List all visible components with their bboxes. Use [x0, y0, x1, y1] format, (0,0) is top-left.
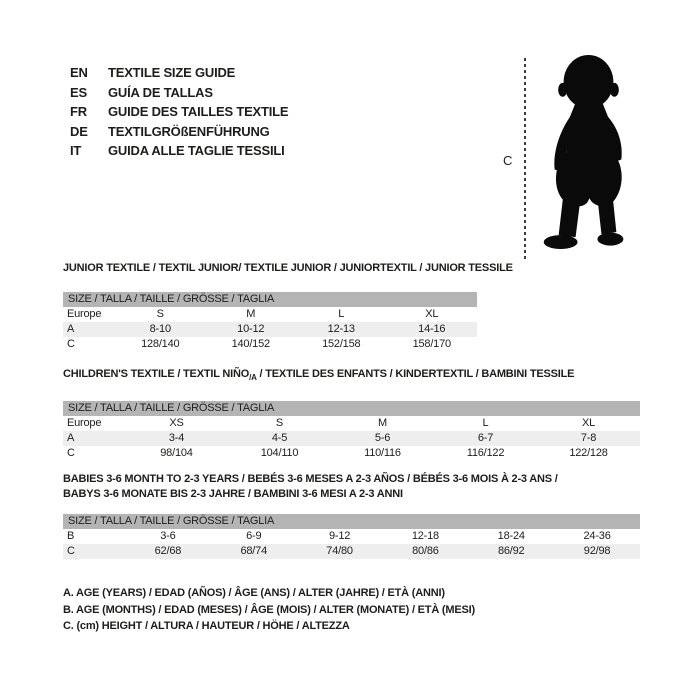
section-junior-textile	[63, 261, 513, 352]
title-line-1: BABIES 3-6 MONTH TO 2-3 YEARS / BEBÉS 3-6 MESES A 2-3 AÑOS / BÉBÉS 3-6 MOIS À 2-3 ANS /	[63, 473, 558, 485]
title-line-2: BABYS 3-6 MONATE BIS 2-3 JAHRE / BAMBINI 3-6 MESI A 2-3 ANNI	[63, 488, 403, 500]
children-size-table	[63, 401, 640, 461]
value-cell: 24-36	[583, 530, 611, 542]
value-cell: 9-12	[328, 530, 351, 542]
language-code: ES	[70, 84, 87, 100]
value-cell: 3-4	[168, 432, 185, 445]
table-row-height	[63, 337, 477, 352]
title-rest: / TEXTILE DES ENFANTS / KINDERTEXTIL / BAMBINI TESSILE	[256, 368, 575, 380]
size-cell: L	[338, 308, 345, 320]
section-title: JUNIOR TEXTILE / TEXTIL JUNIOR/ TEXTILE JUNIOR / JUNIORTEXTIL / JUNIOR TESSILE	[63, 262, 513, 274]
language-code: FR	[70, 104, 87, 119]
language-code: IT	[70, 143, 82, 158]
note-a: A. AGE (YEARS) / EDAD (AÑOS) / ÂGE (ANS) / ALTER (JAHRE) / ETÀ (ANNI)	[63, 587, 445, 599]
title-main: CHILDREN'S TEXTILE / TEXTIL NIÑO	[63, 368, 250, 380]
size-header-bar: SIZE / TALLA / TAILLE / GRÖSSE / TAGLIA	[63, 514, 640, 529]
row-label: A	[67, 432, 75, 445]
table-row-height	[63, 446, 640, 461]
language-label: TEXTILGRÖßENFÜHRUNG	[108, 123, 270, 139]
language-label: GUÍA DE TALLAS	[108, 84, 213, 100]
language-row-en	[70, 63, 288, 83]
row-label: C	[67, 338, 75, 350]
value-cell: 12-13	[327, 323, 355, 335]
section-childrens-textile	[63, 367, 640, 461]
baby-silhouette-icon	[531, 53, 647, 260]
value-cell: 140/152	[231, 338, 270, 350]
table-row-age	[63, 431, 640, 446]
title-subscript: /A	[249, 373, 257, 383]
value-cell: 74/80	[326, 545, 353, 557]
value-cell: 92/98	[583, 545, 611, 557]
section-title	[63, 472, 640, 502]
value-cell: 5-6	[374, 432, 391, 445]
language-label: GUIDA ALLE TAGLIE TESSILI	[108, 143, 285, 158]
size-cell: M	[246, 308, 256, 320]
junior-size-table	[63, 292, 477, 352]
table-row-europe	[63, 307, 477, 322]
height-dashed-line	[524, 58, 526, 260]
size-cell: S	[275, 417, 284, 430]
value-cell: 62/68	[154, 545, 182, 557]
language-code: DE	[70, 123, 88, 139]
row-label: C	[67, 545, 75, 557]
value-cell: 104/110	[260, 447, 299, 460]
language-row-es	[70, 83, 288, 103]
value-cell: 4-5	[271, 432, 288, 445]
value-cell: 158/170	[412, 338, 451, 350]
value-cell: 152/158	[322, 338, 361, 350]
language-code: EN	[70, 65, 88, 80]
language-row-de	[70, 122, 288, 142]
value-cell: 10-12	[237, 323, 265, 335]
table-row-europe	[63, 416, 640, 431]
value-cell: 18-24	[497, 530, 525, 542]
note-c: C. (cm) HEIGHT / ALTURA / HAUTEUR / HÖHE / ALTEZZA	[63, 620, 350, 632]
height-measure-label: C	[503, 153, 513, 168]
language-list	[70, 63, 288, 161]
value-cell: 8-10	[149, 323, 171, 335]
row-label: C	[67, 447, 75, 460]
row-label: B	[67, 530, 75, 542]
value-cell: 116/122	[466, 447, 505, 460]
language-label: TEXTILE SIZE GUIDE	[108, 65, 236, 80]
value-cell: 6-7	[477, 432, 494, 445]
value-cell: 80/86	[412, 545, 439, 557]
section-babies-textile	[63, 472, 640, 559]
babies-size-table	[63, 514, 640, 559]
table-row-age-months	[63, 529, 640, 544]
value-cell: 128/140	[141, 338, 180, 350]
value-cell: 122/128	[569, 447, 608, 460]
size-cell: M	[378, 417, 387, 430]
language-row-fr	[70, 102, 288, 122]
row-label: A	[67, 323, 75, 335]
table-row-age	[63, 322, 477, 337]
language-row-it	[70, 141, 288, 161]
value-cell: 98/104	[160, 447, 193, 460]
value-cell: 3-6	[160, 530, 176, 542]
size-header-bar: SIZE / TALLA / TAILLE / GRÖSSE / TAGLIA	[63, 292, 477, 307]
size-cell: L	[482, 417, 489, 430]
row-label: Europe	[67, 417, 102, 430]
value-cell: 7-8	[580, 432, 597, 445]
table-row-height	[63, 544, 640, 559]
value-cell: 12-18	[411, 530, 439, 542]
size-cell: S	[156, 308, 164, 320]
value-cell: 14-16	[418, 323, 446, 335]
size-header-bar: SIZE / TALLA / TAILLE / GRÖSSE / TAGLIA	[63, 401, 640, 416]
language-label: GUIDE DES TAILLES TEXTILE	[108, 104, 289, 119]
size-cell: XS	[169, 417, 184, 430]
section-title	[63, 367, 640, 385]
size-cell: XL	[425, 308, 439, 320]
value-cell: 6-9	[246, 530, 262, 542]
value-cell: 68/74	[240, 545, 267, 557]
value-cell: 86/92	[497, 545, 525, 557]
legend-notes	[63, 585, 475, 635]
note-b: B. AGE (MONTHS) / EDAD (MESES) / ÂGE (MOIS) / ALTER (MONATE) / ETÀ (MESI)	[63, 603, 475, 616]
value-cell: 110/116	[364, 447, 401, 460]
row-label: Europe	[67, 308, 102, 320]
size-cell: XL	[581, 417, 596, 430]
